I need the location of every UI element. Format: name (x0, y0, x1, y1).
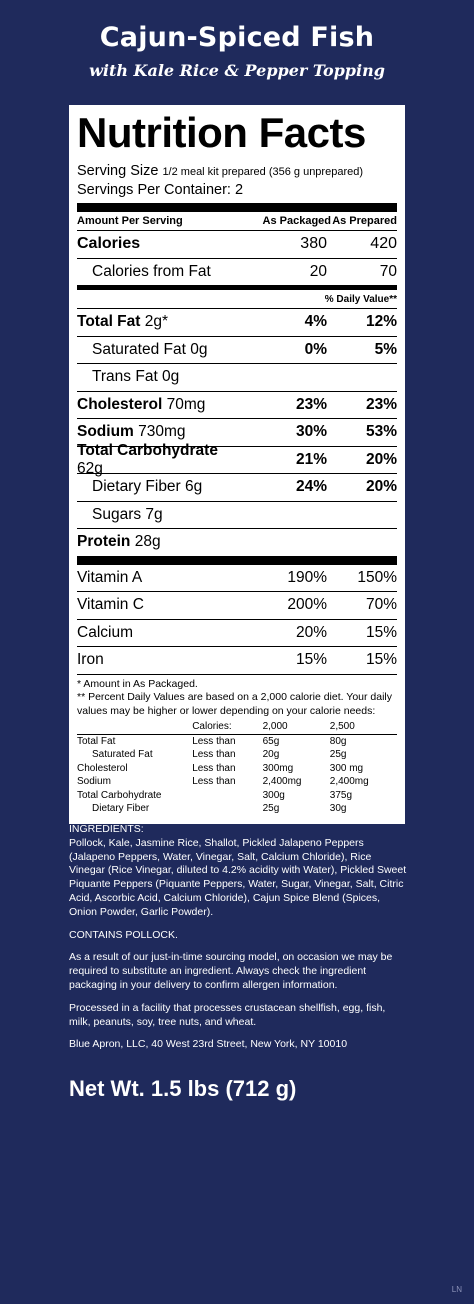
vitamin-row (77, 592, 397, 620)
reference-cell: Total Carbohydrate (77, 789, 162, 801)
reference-header-row (77, 720, 397, 734)
calories-from-fat-label: Calories from Fat (92, 262, 211, 280)
reference-header-cell: Calories: (192, 720, 262, 734)
ingredients-list: Pollock, Kale, Jasmine Rice, Shallot, Pickled Jalapeno Peppers (Jalapeno Peppers, Water, Vinegar, Salt, Calcium Chloride), Rice Vinegar (Rice Vinegar, diluted to 4.2% acidity with Water), Pickled Sweet Piquante Peppers (Piquante Peppers, Water, Sugar, Vinegar, Salt, Citric Acid, Ascorbic Acid, Calcium Chloride), Cajun Spice Blend (Spices, Onion Powder, Garlic Powder). (69, 836, 407, 918)
daily-value-header (77, 290, 397, 309)
reference-cell: 80g (329, 735, 347, 747)
calories-packaged: 380 (300, 235, 327, 253)
nutrient-prepared: 20% (365, 450, 397, 468)
calories-prepared: 420 (370, 235, 397, 253)
serving-size (77, 163, 397, 181)
serving-size-label: Serving Size (77, 163, 159, 179)
reference-cell: Less than (192, 749, 236, 760)
ingredients-block (69, 823, 409, 920)
nutrient-row (77, 441, 397, 477)
amount-per-serving: Amount Per Serving (77, 215, 183, 227)
vitamin-name: Vitamin C (77, 596, 144, 614)
vitamin-prepared: 15% (365, 623, 397, 641)
daily-values-reference-table (77, 720, 397, 816)
serving-size-value: 1/2 meal kit prepared (356 g unprepared) (162, 166, 364, 178)
nutrient-prepared: 20% (365, 478, 397, 496)
vitamin-packaged: 200% (287, 596, 327, 614)
reference-row (77, 762, 397, 776)
reference-cell: 30g (329, 803, 347, 814)
nutrition-facts-label (69, 105, 405, 824)
vitamin-name: Calcium (77, 623, 133, 641)
reference-cell: 300 mg (329, 762, 364, 774)
col-as-packaged: As Packaged (262, 215, 331, 227)
calories-from-fat-row (77, 259, 397, 286)
nutrient-row (77, 392, 397, 420)
nutrient-name: Protein (77, 533, 131, 551)
nutrient-amount: 2g* (144, 313, 169, 331)
nutrient-name: Total Carbohydrate (77, 441, 218, 459)
nutrient-prepared: 23% (365, 395, 397, 413)
nutrient-row (77, 474, 397, 502)
nutrient-row (77, 337, 397, 365)
nutrient-packaged: 4% (304, 313, 327, 331)
vitamin-packaged: 190% (287, 568, 327, 586)
reference-header-cell: 2,500 (330, 720, 397, 734)
nutrient-row (77, 529, 397, 556)
reference-cell: Dietary Fiber (92, 803, 150, 814)
reference-cell (192, 802, 262, 816)
reference-cell: Saturated Fat (92, 749, 153, 760)
reference-cell (192, 789, 262, 803)
reference-cell: 375g (329, 789, 353, 801)
nutrient-name: Sugars 7g (92, 505, 163, 523)
ingredients-heading: INGREDIENTS: (69, 823, 144, 835)
nutrient-name: Trans Fat 0g (92, 368, 180, 386)
nutrient-amount: 70mg (166, 395, 206, 413)
footnote-daily-values: ** Percent Daily Values are based on a 2,000 calorie diet. Your daily values may be higher or lower depending on your calorie needs: (77, 691, 393, 717)
reference-row (77, 775, 397, 789)
reference-cell: 300g (262, 789, 285, 801)
nutrient-amount: 28g (134, 533, 161, 551)
nutrient-amount: 62g (77, 459, 103, 477)
reference-cell: 2,400mg (329, 776, 369, 787)
vitamin-prepared: 150% (357, 568, 397, 586)
vitamin-packaged: 20% (295, 623, 327, 641)
servings-per-container: Servings Per Container: 2 (77, 182, 244, 198)
reference-cell: 25g (262, 803, 280, 814)
vitamin-prepared: 70% (365, 596, 397, 614)
calories-label: Calories (77, 235, 141, 253)
reference-cell: Total Fat (77, 735, 116, 747)
company-address: Blue Apron, LLC, 40 West 23rd Street, New York, NY 10010 (69, 1038, 348, 1051)
reference-cell: Less than (192, 762, 236, 774)
calories-from-fat-prepared: 70 (379, 262, 397, 280)
nutrient-packaged: 0% (304, 340, 327, 358)
footnote-packaged: * Amount in As Packaged. (77, 677, 198, 690)
nutrient-prepared: 5% (374, 340, 397, 358)
divider-thick (77, 203, 397, 212)
nutrient-amount: 730mg (138, 423, 186, 441)
vitamin-packaged: 15% (295, 651, 327, 669)
calories-from-fat-packaged: 20 (309, 262, 327, 280)
nutrient-prepared: 53% (365, 423, 397, 441)
reference-cell: 20g (262, 749, 280, 760)
nutrient-packaged: 23% (295, 395, 327, 413)
reference-cell: Cholesterol (77, 762, 128, 774)
nutrient-name: Saturated Fat 0g (92, 340, 208, 358)
facility-note: Processed in a facility that processes crustacean shellfish, egg, fish, milk, peanuts, soy, tree nuts, and wheat. (69, 1001, 386, 1028)
sourcing-note: As a result of our just-in-time sourcing model, on occasion we may be required to substitute an ingredient. Always check the ingredient packaging in your delivery to confirm allergen information. (69, 951, 393, 991)
vitamin-row (77, 620, 397, 648)
nutrition-facts-title: Nutrition Facts (77, 109, 366, 156)
reference-cell: 65g (262, 735, 280, 747)
daily-value-label: % Daily Value** (324, 293, 397, 305)
reference-header-cell (77, 720, 192, 734)
nutrient-name: Sodium (77, 423, 134, 441)
nutrient-packaged: 21% (295, 450, 327, 468)
nutrient-packaged: 30% (295, 423, 327, 441)
reference-row (77, 734, 397, 748)
nutrient-name: Dietary Fiber 6g (92, 478, 203, 496)
header (0, 0, 474, 80)
reference-row (77, 748, 397, 762)
nutrient-prepared: 12% (365, 313, 397, 331)
reference-cell: Less than (192, 776, 236, 787)
col-as-prepared: As Prepared (332, 215, 397, 227)
reference-cell: 25g (329, 749, 347, 760)
recipe-subtitle: with Kale Rice & Pepper Topping (89, 61, 385, 80)
vitamin-prepared: 15% (365, 651, 397, 669)
column-header-row (77, 212, 397, 231)
reference-cell: 300mg (262, 762, 294, 774)
nutrient-row (77, 502, 397, 530)
reference-cell: Less than (192, 735, 236, 747)
reference-row (77, 802, 397, 816)
corner-mark: LN (451, 1285, 462, 1294)
nutrient-name: Total Fat (77, 313, 141, 331)
recipe-title: Cajun-Spiced Fish (99, 22, 375, 53)
net-weight: Net Wt. 1.5 lbs (712 g) (69, 1076, 297, 1101)
allergen-statement: CONTAINS POLLOCK. (69, 928, 178, 941)
package-information (69, 823, 409, 1061)
reference-row (77, 789, 397, 803)
divider-thick (77, 556, 397, 565)
vitamin-row (77, 565, 397, 593)
nutrient-packaged: 24% (295, 478, 327, 496)
vitamin-name: Iron (77, 651, 104, 669)
nutrient-row (77, 364, 397, 392)
nutrient-row (77, 309, 397, 337)
nutrient-name: Cholesterol (77, 395, 163, 413)
vitamin-row (77, 647, 397, 675)
calories-row (77, 231, 397, 259)
reference-header-cell: 2,000 (263, 720, 330, 734)
reference-cell: Sodium (77, 776, 111, 787)
vitamin-name: Vitamin A (77, 568, 143, 586)
reference-cell: 2,400mg (262, 776, 302, 787)
